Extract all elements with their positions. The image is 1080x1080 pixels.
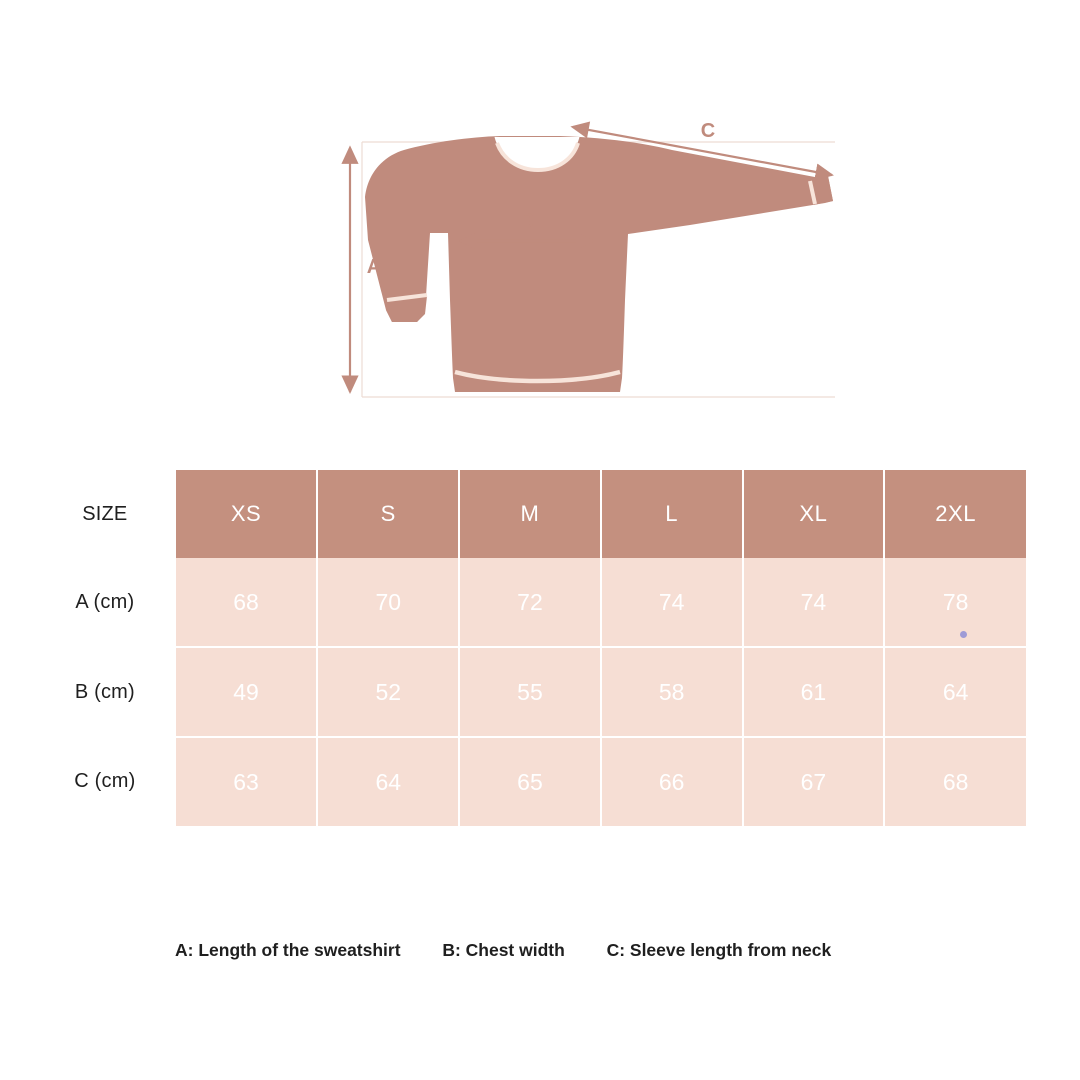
measurement-diagram	[0, 0, 1080, 470]
table-row	[34, 647, 1026, 737]
sweatshirt-svg	[0, 0, 1080, 470]
cell-c-m: 65	[459, 737, 601, 826]
cell-c-2xl: 68	[884, 737, 1026, 826]
cell-a-2xl: 78	[884, 558, 1026, 647]
legend-c: C: Sleeve length from neck	[606, 940, 832, 960]
legend-a: A: Length of the sweatshirt	[175, 940, 401, 960]
cell-a-xl: 74	[743, 558, 885, 647]
table-row	[34, 737, 1026, 826]
cell-b-xs: 49	[176, 647, 318, 737]
cell-c-s: 64	[317, 737, 459, 826]
row-label-a: A (cm)	[75, 591, 135, 613]
column-header-s: S	[317, 470, 459, 558]
size-chart-table	[34, 470, 1026, 826]
column-header-xl: XL	[743, 470, 885, 558]
table-row	[34, 558, 1026, 647]
cell-a-m: 72	[459, 558, 601, 647]
measurement-legend	[175, 940, 831, 961]
cell-a-s: 70	[317, 558, 459, 647]
cursor-dot	[960, 631, 967, 638]
cell-b-s: 52	[317, 647, 459, 737]
cell-c-xs: 63	[176, 737, 318, 826]
row-label-c: C (cm)	[74, 770, 136, 792]
cell-c-xl: 67	[743, 737, 885, 826]
size-chart-table-container	[0, 470, 1080, 826]
header-size-label: SIZE	[82, 502, 128, 525]
sweatshirt-shape	[365, 136, 833, 392]
legend-b: B: Chest width	[442, 940, 565, 960]
column-header-2xl: 2XL	[884, 470, 1026, 558]
cell-b-l: 58	[601, 647, 743, 737]
dimension-label-b: B	[519, 210, 535, 232]
column-header-xs: XS	[176, 470, 318, 558]
cell-b-m: 55	[459, 647, 601, 737]
dimension-label-c: C	[700, 120, 716, 142]
cell-a-xs: 68	[176, 558, 318, 647]
table-header-row	[34, 470, 1026, 558]
row-label-b: B (cm)	[74, 680, 135, 703]
column-header-l: L	[601, 470, 743, 558]
cell-a-l: 74	[601, 558, 743, 647]
dimension-label-a: A	[366, 256, 382, 278]
cell-c-l: 66	[601, 737, 743, 826]
cell-b-2xl: 64	[884, 647, 1026, 737]
column-header-m: M	[459, 470, 601, 558]
cell-b-xl: 61	[743, 647, 885, 737]
